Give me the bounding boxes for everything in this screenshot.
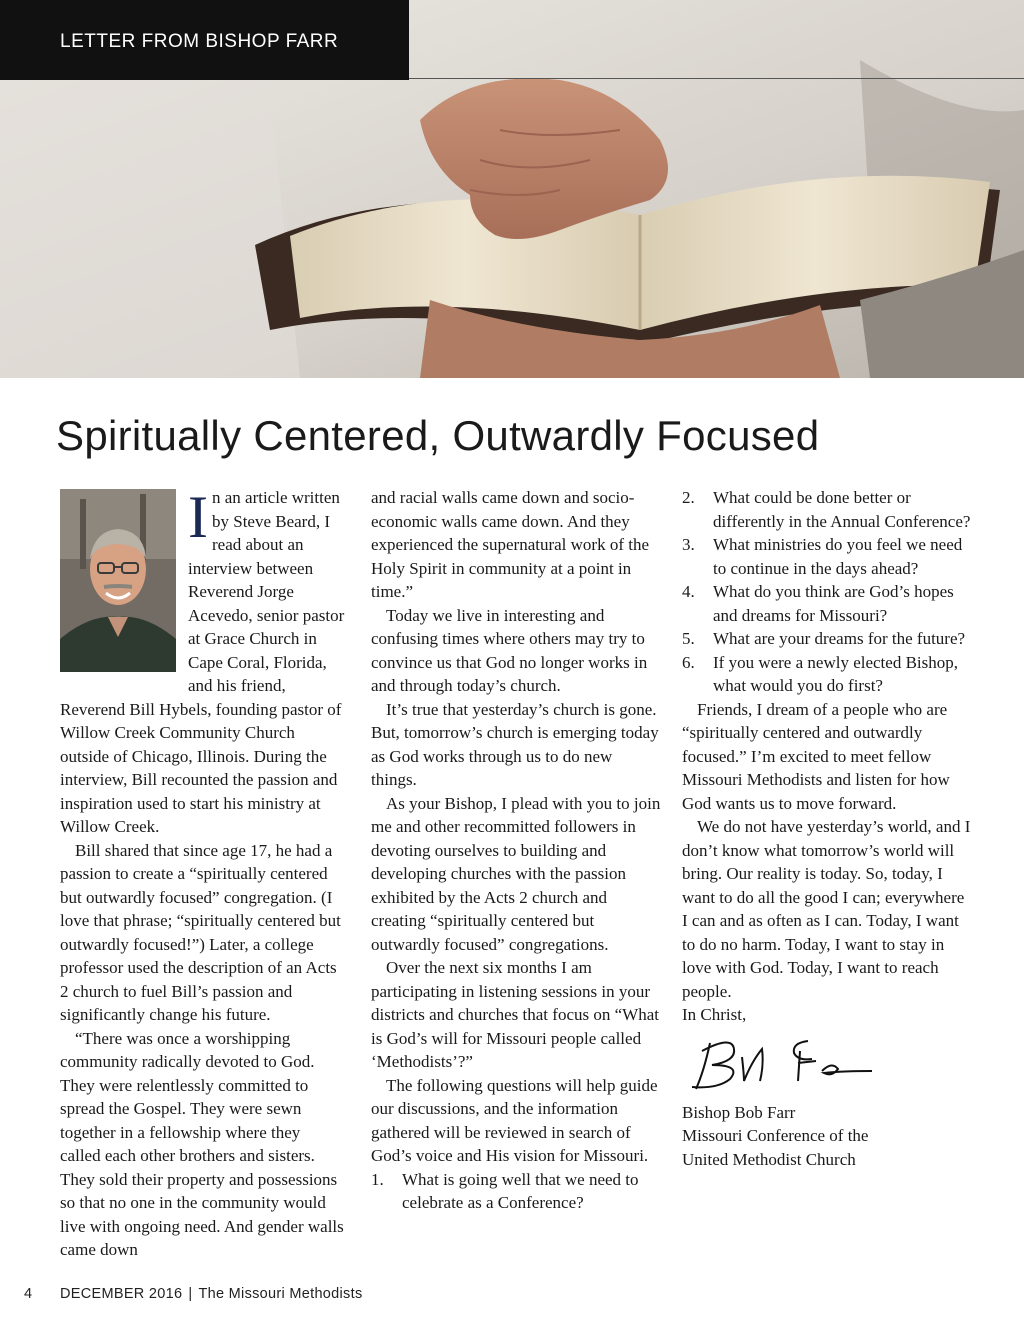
issue-date: DECEMBER 2016 <box>60 1286 183 1302</box>
paragraph: Over the next six months I am participating in listening sessions in your districts and churches that focus on “What is God’s will for Missouri people called ‘Methodists’?” <box>371 958 659 1071</box>
header-rule <box>409 78 1024 79</box>
handwritten-signature <box>682 1031 882 1095</box>
article-column-3 <box>682 486 972 1171</box>
paragraph: and racial walls came down and socio-economic walls came down. And they experienced the supernatural work of the Holy Spirit in community at a point in time.” <box>371 488 650 601</box>
paragraph: Bill shared that since age 17, he had a passion to create a “spiritually centered but outwardly focused” congregation. (I love that phrase; “spiritually centered but outwardly focused!”) Later, a college professor used the description of an Acts 2 church to fuel Bill’s passion and significantly change his future. <box>60 840 341 1024</box>
paragraph: n an article written by Steve Beard, I read about an interview between Reverend Jorge Acevedo, senior pastor at Grace Church in Cape Coral, Florida, and his friend, Reverend Bill Hybels, founding pastor of Willow Creek Community Church outside of Chicago, Illinois. During the interview, Bill recounted the passion and inspiration used to start his ministry at Willow Creek. <box>60 488 345 836</box>
list-item: 1. What is going well that we need to celebrate as a Conference? <box>371 1169 639 1212</box>
list-item: 2. What could be done better or differently in the Annual Conference? <box>682 488 971 531</box>
question-list <box>371 1168 661 1215</box>
paragraph: It’s true that yesterday’s church is gone. But, tomorrow’s church is emerging today as God works through us to do new things. <box>371 699 659 789</box>
publication-name: The Missouri Methodists <box>198 1286 363 1302</box>
signer-name: Bishop Bob Farr <box>682 1102 796 1122</box>
paragraph: Friends, I dream of a people who are “spiritually centered and outwardly focused.” I’m excited to meet fellow Missouri Methodists and listen for how God wants us to move forward. <box>682 699 950 813</box>
page-number: 4 <box>24 1286 33 1302</box>
list-item: 5. What are your dreams for the future? <box>682 629 966 648</box>
footer-separator: | <box>188 1286 193 1302</box>
paragraph: “There was once a worshipping community radically devoted to God. They were relentlessly committed to spread the Gospel. They were sewn together in a fellowship where they called each other brothers and sisters. They sold their property and possessions so that no one in the community would live with ongoing need. And gender walls came down <box>60 1028 344 1259</box>
paragraph: As your Bishop, I plead with you to join me and other recommitted followers in devoting ourselves to building and developing churches with the passion exhibited by the Acts 2 church and creating “spiritually centered but outwardly focused” congregations. <box>371 793 661 954</box>
question-list-continued <box>682 486 972 698</box>
paragraph: The following questions will help guide our discussions, and the information gathered will be reviewed in search of God’s voice and His vision for Missouri. <box>371 1075 658 1165</box>
list-item: 3. What ministries do you feel we need to continue in the days ahead? <box>682 535 963 578</box>
page-footer <box>24 1286 363 1302</box>
signer-title: Missouri Conference of the <box>682 1126 869 1145</box>
paragraph: We do not have yesterday’s world, and I don’t know what tomorrow’s world will bring. Our reality is today. So, today, I want to do all the good I can; everywhere I can and as often as I can. Today, I want to do no harm. Today, I want to stay in love with God. Today, I want to reach people. <box>682 817 971 1001</box>
article-column-1 <box>60 486 345 1262</box>
list-item: 6. If you were a newly elected Bishop, what would you do first? <box>682 652 958 695</box>
article-column-2 <box>371 486 661 1215</box>
drop-cap: I <box>188 484 208 550</box>
author-photo <box>60 489 176 672</box>
closing-salutation: In Christ, <box>682 1005 747 1024</box>
section-tag: LETTER FROM BISHOP FARR <box>0 0 409 80</box>
list-item: 4. What do you think are God’s hopes and dreams for Missouri? <box>682 582 954 625</box>
signer-title: United Methodist Church <box>682 1149 856 1169</box>
paragraph: Today we live in interesting and confusing times where others may try to convince us that God no longer works in and through today’s church. <box>371 605 648 695</box>
article-headline: Spiritually Centered, Outwardly Focused <box>56 412 820 459</box>
